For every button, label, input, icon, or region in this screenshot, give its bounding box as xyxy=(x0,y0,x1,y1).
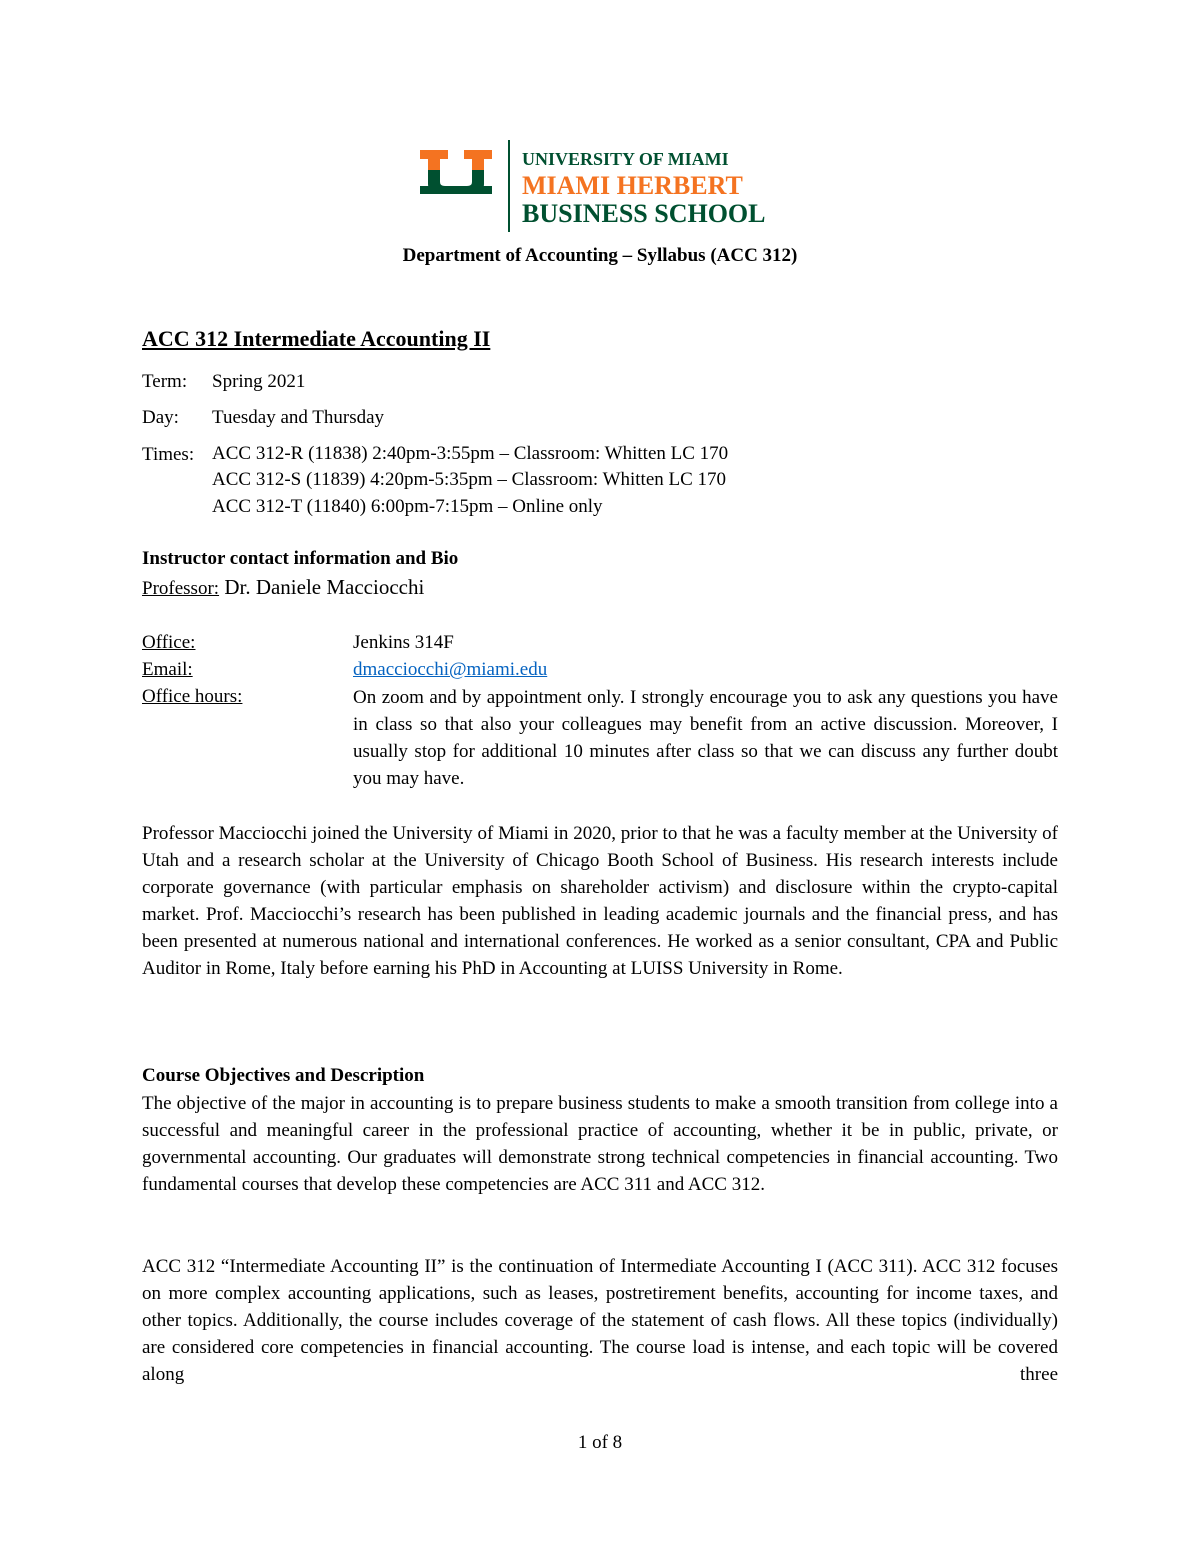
office-label: Office: xyxy=(142,632,196,653)
logo-line-2: MIAMI HERBERT xyxy=(522,171,743,200)
term-label: Term: xyxy=(142,371,188,392)
office-value: Jenkins 314F xyxy=(353,632,454,653)
times-label: Times: xyxy=(142,444,195,465)
term-row xyxy=(142,368,305,395)
day-row xyxy=(142,404,384,431)
university-logo xyxy=(420,140,780,232)
instructor-heading: Instructor contact information and Bio xyxy=(142,548,459,569)
email-label: Email: xyxy=(142,659,193,680)
day-value: Tuesday and Thursday xyxy=(212,407,385,428)
email-link[interactable]: dmacciocchi@miami.edu xyxy=(353,659,548,680)
department-heading: Department of Accounting – Syllabus (ACC 312) xyxy=(402,245,798,266)
professor-line xyxy=(142,575,424,600)
professor-label: Professor: xyxy=(142,578,220,599)
professor-name: Dr. Daniele Macciocchi xyxy=(219,575,425,599)
bio-paragraph: Professor Macciocchi joined the University of Miami in 2020, prior to that he was a faculty member at the University of Utah and a research scholar at the University of Chicago Booth School of Business. His research interests include corporate governance (with particular emphasis on shareholder activism) and disclosure within the crypto-capital market. Prof. Macciocchi’s research has been published in leading academic journals and the financial press, and has been presented at numerous national and international conferences. He worked as a senior consultant, CPA and Public Auditor in Rome, Italy before earning his PhD in Accounting at LUISS University in Rome. xyxy=(142,823,1058,979)
objectives-paragraph-2: ACC 312 “Intermediate Accounting II” is the continuation of Intermediate Accounting I (ACC 311). ACC 312 focuses on more complex accounting applications, such as leases, postretirement benefits, accounting for income taxes, and other topics. Additionally, the course includes coverage of the statement of cash flows. All these topics (individually) are considered core competencies in financial accounting. The course load is intense, and each topic will be covered along three xyxy=(142,1256,1058,1385)
objectives-paragraph-1: The objective of the major in accounting is to prepare business students to make a smooth transition from college into a successful and meaningful career in the professional practice of accounting, whether it be in public, private, or governmental accounting. Our graduates will demonstrate strong technical competencies in financial accounting. Two fundamental courses that develop these competencies are ACC 311 and ACC 312. xyxy=(142,1093,1058,1195)
logo-line-1: UNIVERSITY OF MIAMI xyxy=(522,149,729,169)
times-line-s: ACC 312-S (11839) 4:20pm-5:35pm – Classroom: Whitten LC 170 xyxy=(212,469,727,490)
day-label: Day: xyxy=(142,407,179,428)
course-title: ACC 312 Intermediate Accounting II xyxy=(142,326,491,351)
office-hours-value: On zoom and by appointment only. I strongly encourage you to ask any questions you have in class so that also your colleagues may benefit from an active discussion. Moreover, I usually stop for additional 10 minutes after class so that we can discuss any further doubt you may have. xyxy=(353,687,1058,789)
logo-line-3: BUSINESS SCHOOL xyxy=(522,199,766,228)
page-number: 1 of 8 xyxy=(577,1432,623,1453)
times-line-r: ACC 312-R (11838) 2:40pm-3:55pm – Classroom: Whitten LC 170 xyxy=(212,443,729,464)
times-line-t: ACC 312-T (11840) 6:00pm-7:15pm – Online only xyxy=(212,496,603,517)
term-value: Spring 2021 xyxy=(212,371,306,392)
objectives-heading: Course Objectives and Description xyxy=(142,1065,425,1086)
office-hours-label: Office hours: xyxy=(142,686,243,707)
